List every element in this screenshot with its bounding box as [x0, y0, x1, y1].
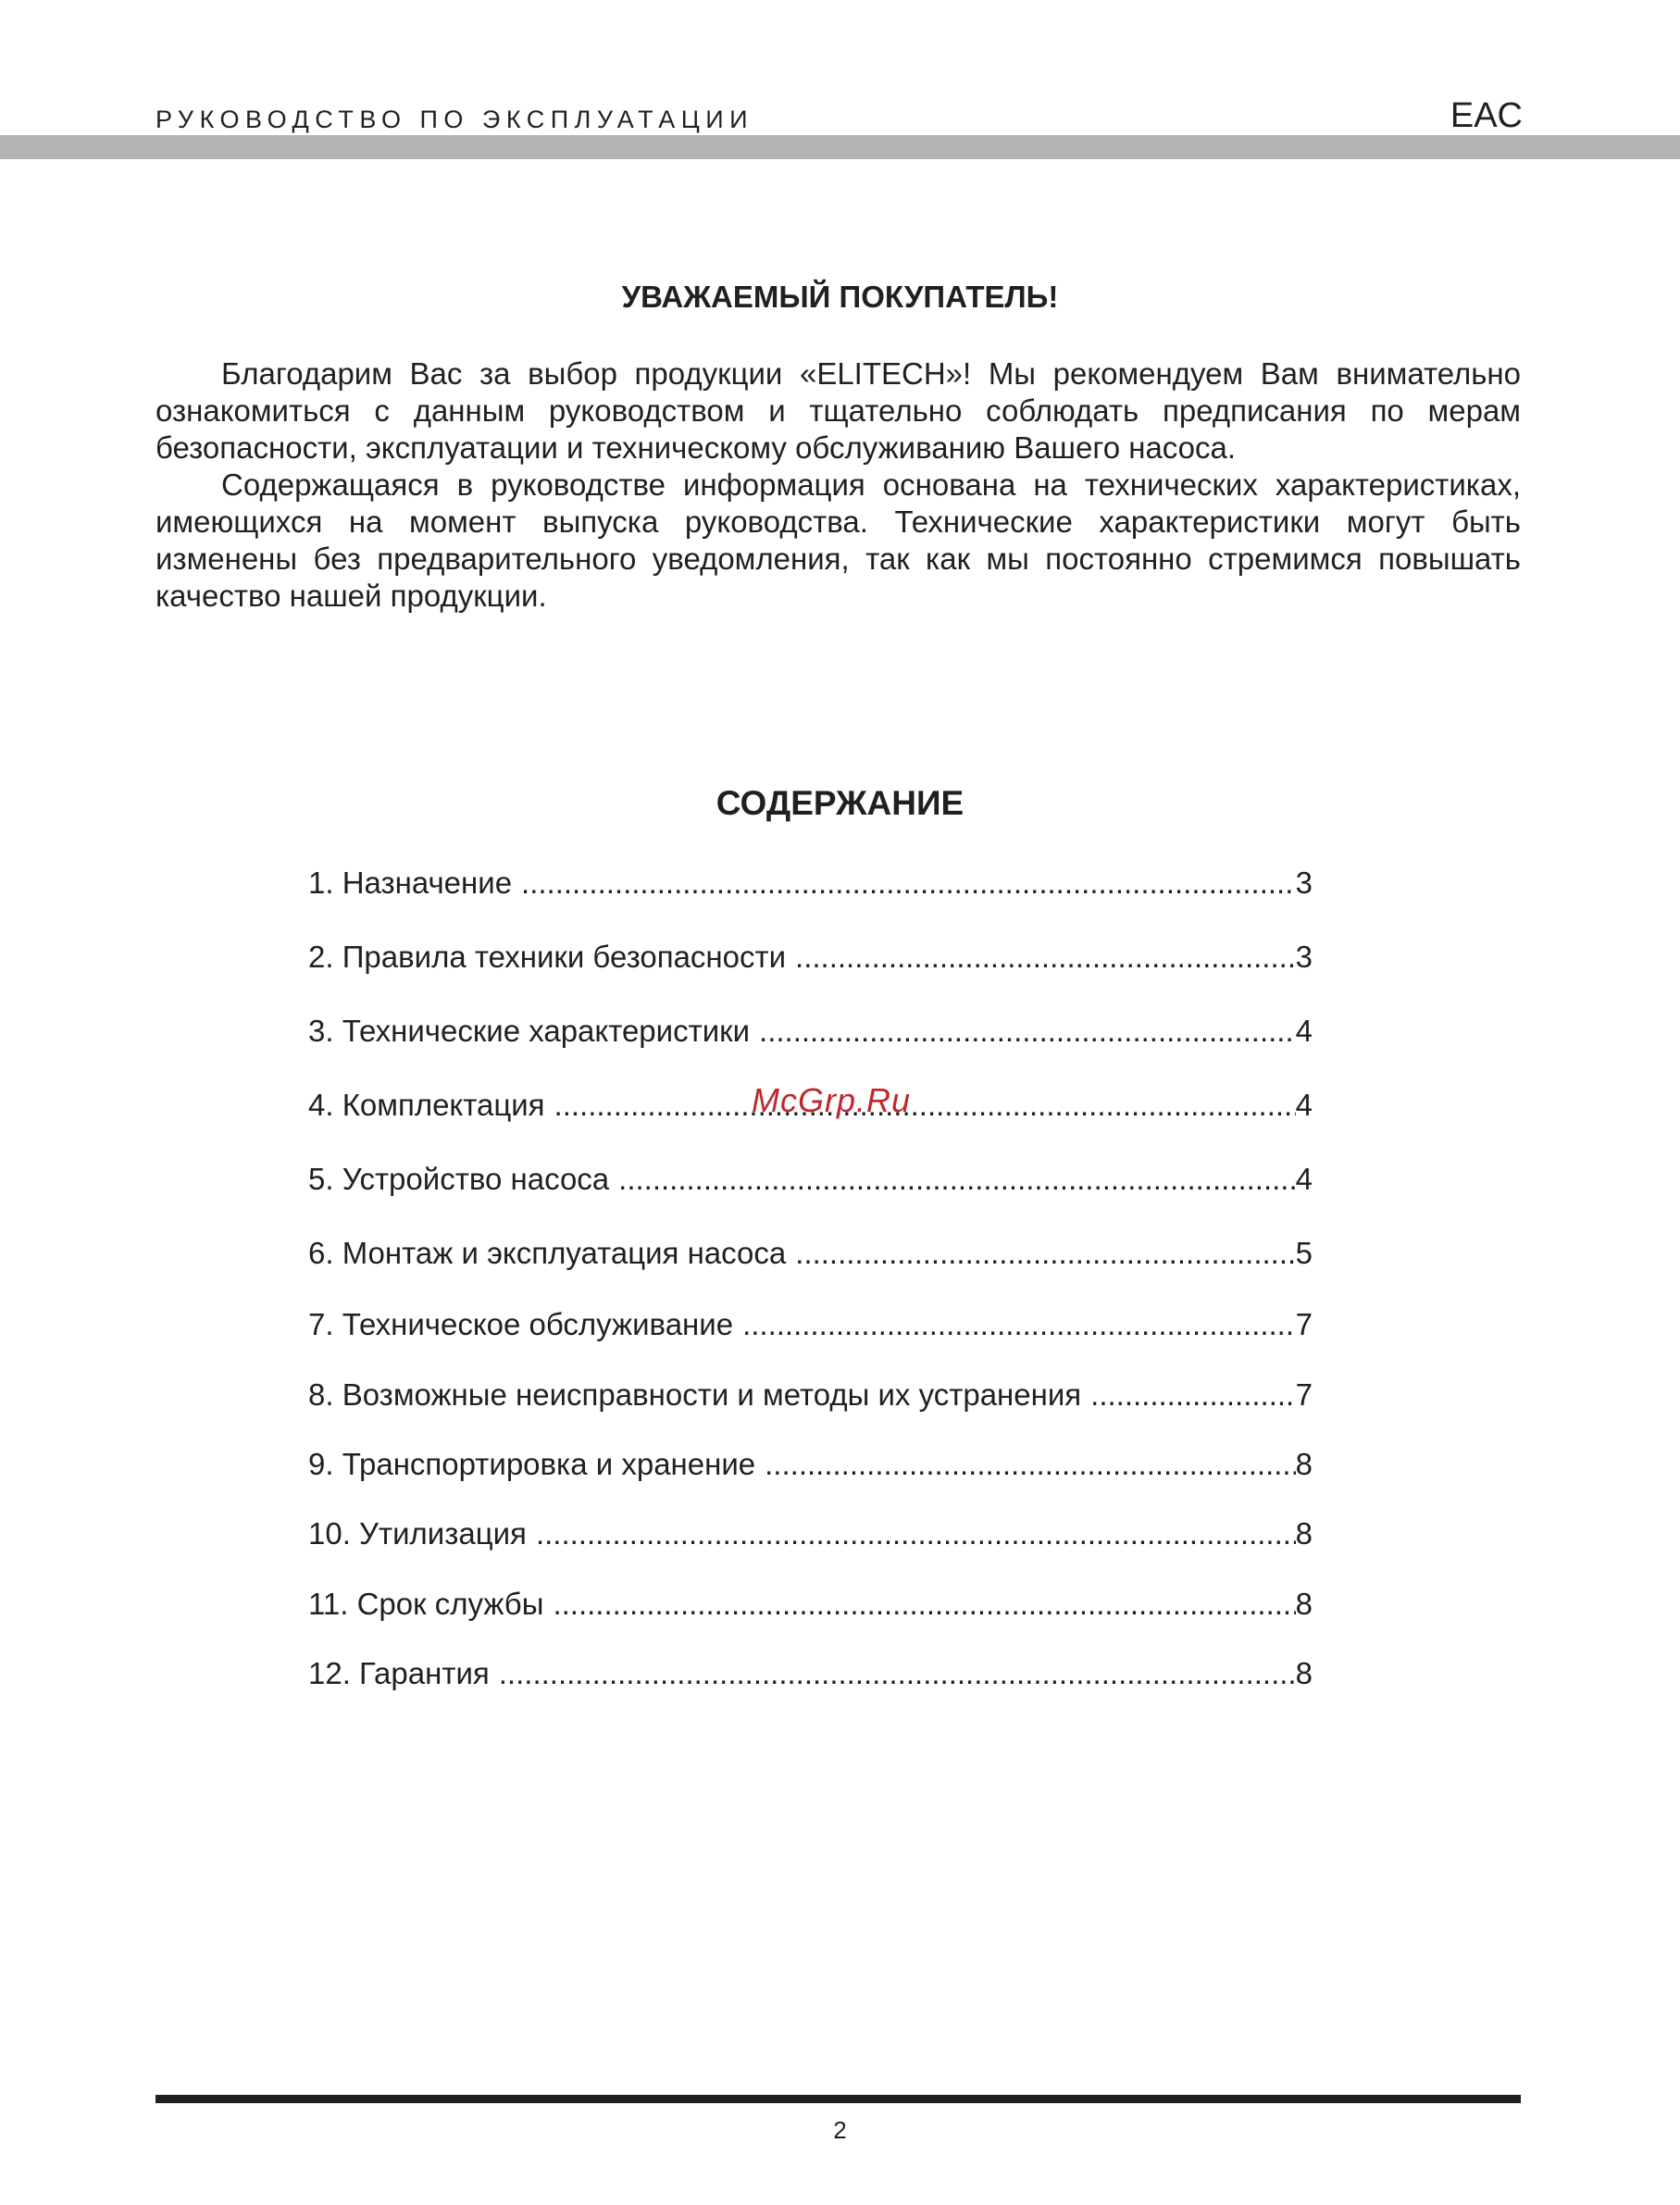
- running-header-title: РУКОВОДСТВО ПО ЭКСПЛУАТАЦИИ: [156, 106, 754, 133]
- toc-item[interactable]: [308, 1587, 1313, 1624]
- header-bar: [0, 135, 1680, 159]
- toc-item[interactable]: [308, 940, 1313, 977]
- toc-label: 1. Назначение: [308, 866, 513, 900]
- toc-page-number: 3: [1295, 940, 1313, 974]
- intro-text: [156, 355, 1521, 615]
- toc-item[interactable]: [308, 1162, 1313, 1199]
- toc-page-number: 8: [1295, 1516, 1313, 1551]
- toc-page-number: 4: [1295, 1014, 1313, 1048]
- toc-page-number: 7: [1295, 1307, 1313, 1341]
- toc-page-number: 8: [1295, 1656, 1313, 1690]
- toc-label: 6. Монтаж и эксплуатация насоса: [308, 1236, 787, 1270]
- toc-label: 3. Технические характеристики: [308, 1014, 751, 1048]
- toc-label: 5. Устройство насоса: [308, 1162, 610, 1196]
- toc-page-number: 5: [1295, 1236, 1313, 1270]
- dot-leader: [742, 1307, 1296, 1342]
- toc-label: 7. Техническое обслуживание: [308, 1307, 734, 1341]
- toc-page-number: 8: [1295, 1447, 1313, 1481]
- toc-page-number: 4: [1295, 1162, 1313, 1196]
- dot-leader: [554, 1088, 1296, 1123]
- toc-label: 11. Срок службы: [308, 1587, 544, 1621]
- footer-rule: [156, 2095, 1521, 2103]
- dot-leader: [759, 1014, 1296, 1049]
- dot-leader: [521, 866, 1296, 901]
- toc-label: 9. Транспортировка и хранение: [308, 1447, 756, 1481]
- page-number: 2: [833, 2116, 847, 2144]
- dot-leader: [765, 1447, 1296, 1482]
- eac-mark: EAC: [1450, 96, 1523, 135]
- dot-leader: [795, 1236, 1295, 1271]
- dot-leader: [553, 1587, 1295, 1622]
- toc-label: 8. Возможные неисправности и методы их устранения: [308, 1377, 1082, 1412]
- dot-leader: [499, 1656, 1296, 1691]
- toc-item[interactable]: [308, 1377, 1313, 1414]
- toc-page-number: 3: [1295, 866, 1313, 900]
- toc-item[interactable]: [308, 1014, 1313, 1051]
- toc-label: 12. Гарантия: [308, 1656, 490, 1690]
- intro-paragraph: Благодарим Вас за выбор продукции «ELITECH»! Мы рекомендуем Вам внимательно ознакомиться с данным руководством и тщательно соблюдать предписания по мерам безопасности, эксплуатации и техническому обслуживанию Вашего насоса.: [156, 356, 1521, 465]
- toc-item[interactable]: [308, 1656, 1313, 1693]
- contents-title: СОДЕРЖАНИЕ: [716, 784, 964, 822]
- toc-label: 10. Утилизация: [308, 1516, 527, 1551]
- dot-leader: [1090, 1377, 1295, 1413]
- toc-page-number: 4: [1295, 1088, 1313, 1122]
- dot-leader: [536, 1516, 1296, 1551]
- toc-label: 4. Комплектация: [308, 1088, 545, 1122]
- toc-item[interactable]: [308, 1447, 1313, 1484]
- dot-leader: [618, 1162, 1295, 1197]
- toc-page-number: 8: [1295, 1587, 1313, 1621]
- intro-paragraph: Содержащаяся в руководстве информация основана на технических характеристиках, имеющихся на момент выпуска руководства. Технические характеристики могут быть изменены без предварительного уведомления, так как мы постоянно стремимся повышать качество нашей продукции.: [156, 467, 1521, 613]
- toc-page-number: 7: [1295, 1377, 1313, 1412]
- toc-item[interactable]: [308, 1516, 1313, 1553]
- toc-item[interactable]: [308, 1236, 1313, 1273]
- greeting-title: УВАЖАЕМЫЙ ПОКУПАТЕЛЬ!: [621, 280, 1059, 314]
- toc-item[interactable]: [308, 866, 1313, 903]
- watermark: McGrp.Ru: [752, 1081, 912, 1119]
- dot-leader: [795, 940, 1296, 975]
- toc-label: 2. Правила техники безопасности: [308, 940, 787, 974]
- toc-item[interactable]: [308, 1307, 1313, 1344]
